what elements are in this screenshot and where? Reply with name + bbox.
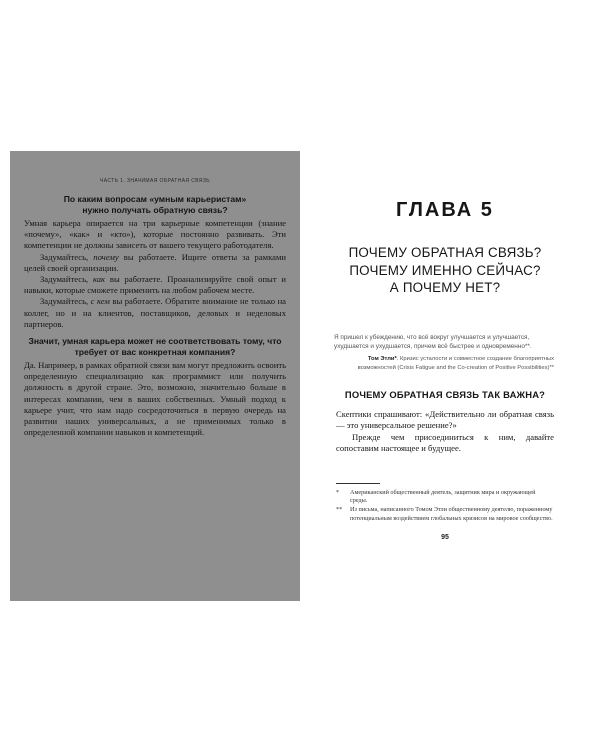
paragraph-text: вы работаете. Проанализируйте свой опыт и навыки, которые сможете применить на любом рабочем месте. xyxy=(24,274,286,296)
paragraph xyxy=(24,296,286,330)
paragraph xyxy=(24,252,286,274)
chapter-title-line-2: ПОЧЕМУ ИМЕННО СЕЙЧАС? xyxy=(349,262,541,278)
spacer xyxy=(336,400,554,409)
paragraph-text: вы работаете. Ищите ответы за рамками целей своей организации. xyxy=(24,251,286,273)
paragraph: Да. Например, в рамках обратной связи вам могут предложить освоить определенную специализацию как программист или получить должность в другой стране. Это, возможно, значительно больше в интересах компании, чем в ваших собственных. Умный подход к карьере учит, что нам надо сосредоточиться в первую очередь на развитии наших универсальных, а не применимых только в определенной компании навыков и компетенций. xyxy=(24,360,286,438)
emphasis: как xyxy=(92,274,106,285)
footnote xyxy=(336,489,554,507)
footnote-mark: ** xyxy=(336,506,343,514)
paragraph: Умная карьера опирается на три карьерные компетенции (знание «почему», «как» и «кто»), которые постоянно развивать. Эти компетенции не должны зависеть от вашего текущего работодателя. xyxy=(24,218,286,251)
paragraph-text: Задумайтесь, xyxy=(40,296,91,307)
footnote xyxy=(336,506,554,524)
question-heading-1-line-2: нужно получать обратную связь? xyxy=(82,204,228,215)
section-heading: ПОЧЕМУ ОБРАТНАЯ СВЯЗЬ ТАК ВАЖНА? xyxy=(344,388,546,400)
page-number: 95 xyxy=(441,533,449,541)
emphasis: почему xyxy=(93,251,119,262)
paragraph: Прежде чем присоединиться к ним, давайте сопоставим настоящее и будущее. xyxy=(336,431,554,453)
footnote-text: Из письма, написанного Томом Этли общественному деятелю, пораженному потенциальным воздействием глобальных кризисов на мировое сообщество. xyxy=(350,506,553,522)
right-page xyxy=(300,151,590,601)
chapter-title-line-3: А ПОЧЕМУ НЕТ? xyxy=(389,280,501,295)
question-heading-2-line-1: Значит, умная карьера может не соответствовать тому, что xyxy=(28,336,282,347)
left-page xyxy=(10,151,300,601)
chapter-title-line-1: ПОЧЕМУ ОБРАТНАЯ СВЯЗЬ? xyxy=(348,245,542,260)
paragraph-text: вы работаете. Обратите внимание не только на коллег, но и на клиентов, поставщиков, деловых и неделовых партнеров. xyxy=(24,296,286,329)
emphasis: с кем xyxy=(90,296,110,307)
paragraph-text: Задумайтесь, xyxy=(40,274,93,285)
footnote-text: Американский общественный деятель, защитник мира и окружающей среды. xyxy=(350,488,536,505)
paragraph xyxy=(24,274,286,296)
chapter-label: ГЛАВА 5 xyxy=(396,199,494,221)
question-heading-2 xyxy=(24,336,286,357)
paragraph-text: Задумайтесь, xyxy=(40,251,94,262)
chapter-title xyxy=(336,244,554,297)
paragraph: Скептики спрашивают: «Действительно ли обратная связь — это универсальное решение?» xyxy=(336,408,554,430)
epigraph-attribution xyxy=(336,355,554,373)
epigraph-author: Том Этли* xyxy=(367,355,397,362)
epigraph: Я пришел к убеждению, что всё вокруг улучшается и улучшается, ухудшается и ухудшается, причем всё быстрее и одновременно**. xyxy=(334,333,532,350)
question-heading-2-line-2: требует от вас конкретная компания? xyxy=(74,346,236,357)
epigraph-source: . Кризис усталости и совместное создание благоприятных возможностей (Crisis Fatigue and the Co-creation of Positive Possibilities)** xyxy=(357,355,554,371)
footnote-rule xyxy=(336,483,380,484)
question-heading-1 xyxy=(24,194,286,215)
question-heading-1-line-1: По каким вопросам «умным карьеристам» xyxy=(63,194,247,204)
running-head: ЧАСТЬ 1. ЗНАЧИМАЯ ОБРАТНАЯ СВЯЗЬ xyxy=(100,178,210,184)
footnote-mark: * xyxy=(336,488,340,496)
